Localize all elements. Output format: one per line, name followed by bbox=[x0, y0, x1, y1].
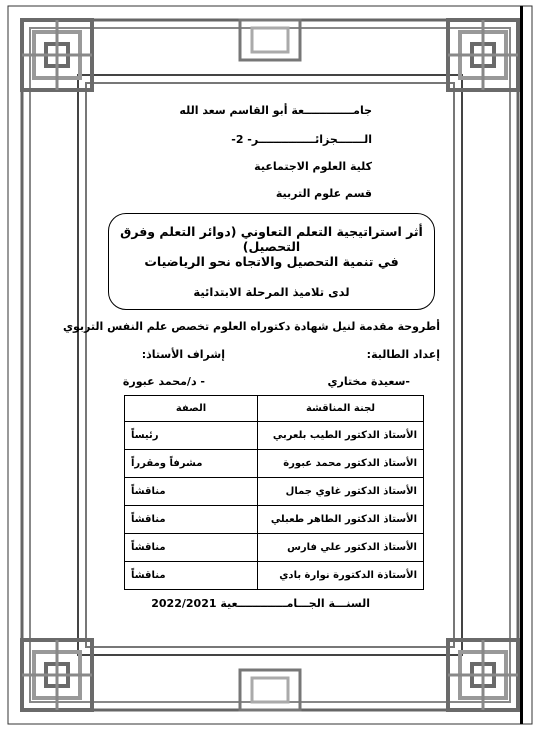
prepared-by-label: إعداد الطالبة: bbox=[366, 348, 440, 361]
jury-member-role: مناقشاً bbox=[125, 562, 258, 590]
jury-member-role: مناقشاً bbox=[125, 506, 258, 534]
jury-member-role: رئيساً bbox=[125, 422, 258, 450]
jury-member-name: الأستاذ الدكتور الطيب بلعربي bbox=[258, 422, 424, 450]
jury-member-name: الأستاذ الدكتور علي فارس bbox=[258, 534, 424, 562]
jury-column-header: لجنة المناقشة bbox=[258, 396, 424, 422]
table-row bbox=[125, 562, 424, 590]
university-name: جامـــــــــــــعة أبو القاسم سعد الله bbox=[179, 104, 372, 117]
table-row bbox=[125, 450, 424, 478]
academic-year: السنـــة الجـــامـــــــــــــعية 2022/2021 bbox=[151, 597, 370, 610]
table-row bbox=[125, 422, 424, 450]
thesis-description: أطروحة مقدمة لنيل شهادة دكتوراه العلوم تخصص علم النفس التربوي bbox=[62, 320, 440, 333]
table-row bbox=[125, 534, 424, 562]
supervisor-label: إشراف الأستاذ: bbox=[141, 348, 225, 361]
jury-member-role: مناقشاً bbox=[125, 478, 258, 506]
jury-member-role: مشرفاً ومقرراً bbox=[125, 450, 258, 478]
supervisor-name: - د/محمد عبورة bbox=[122, 375, 205, 388]
jury-member-name: الأستاذ الدكتور الطاهر طعبلي bbox=[258, 506, 424, 534]
title-line-3: لدى تلاميذ المرحلة الابتدائية bbox=[193, 285, 350, 299]
jury-member-name: الأستاذة الدكتورة نوارة بادي bbox=[258, 562, 424, 590]
title-box bbox=[108, 213, 435, 310]
jury-member-name: الأستاذ الدكتور محمد عبورة bbox=[258, 450, 424, 478]
title-line-1: أثر استراتيجية التعلم التعاوني (دوائر التعلم وفرق التحصيل) bbox=[120, 224, 423, 254]
department-name: قسم علوم التربية bbox=[275, 187, 372, 200]
jury-member-name: الأستاذ الدكتور غاوي جمال bbox=[258, 478, 424, 506]
student-name: -سعيدة مختاري bbox=[327, 375, 410, 388]
jury-table bbox=[124, 395, 424, 590]
jury-header-row bbox=[125, 396, 424, 422]
table-row bbox=[125, 506, 424, 534]
table-row bbox=[125, 478, 424, 506]
faculty-name: كلية العلوم الاجتماعية bbox=[254, 160, 372, 173]
jury-member-role: مناقشاً bbox=[125, 534, 258, 562]
title-line-2: في تنمية التحصيل والاتجاه نحو الرياضيات bbox=[144, 254, 399, 269]
country-name: الـــــــجزائـــــــــــــــر- 2- bbox=[231, 133, 372, 146]
role-column-header: الصفة bbox=[125, 396, 258, 422]
